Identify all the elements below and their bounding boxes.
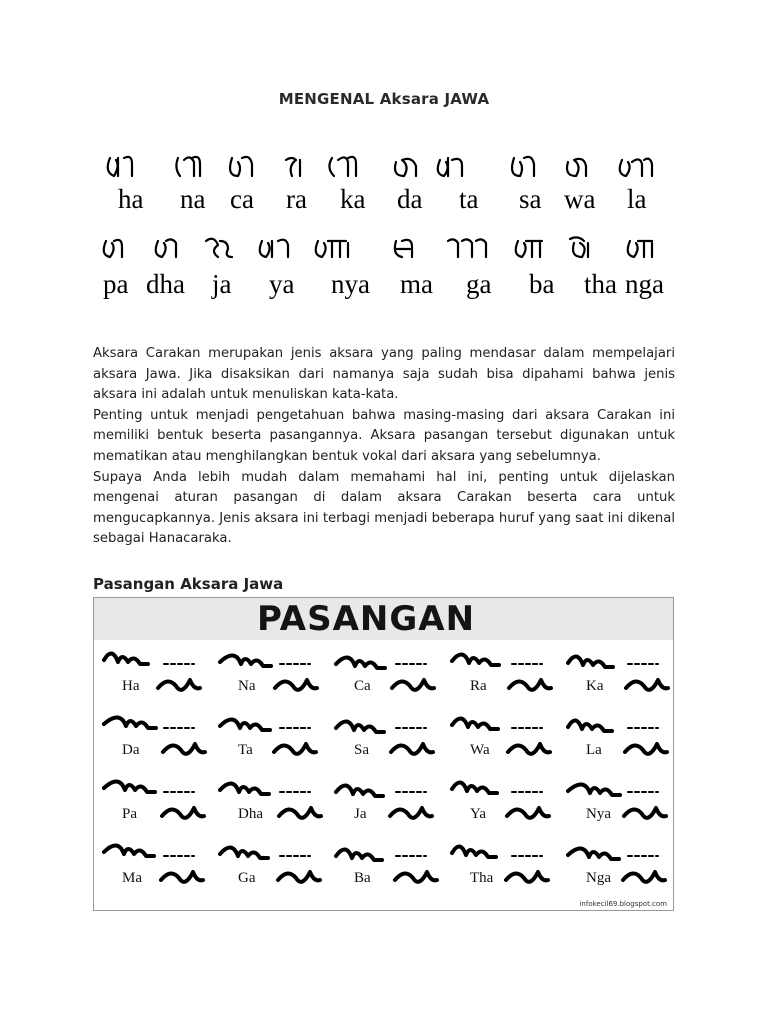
syllable: ja — [212, 269, 232, 299]
syllable: ma — [400, 269, 433, 299]
syllable: la — [627, 184, 647, 214]
aksara-glyph — [104, 240, 122, 257]
aksara-glyph-row-1 — [100, 148, 680, 188]
pasangan-cell — [562, 644, 674, 706]
pasangan-label: Ca — [354, 678, 371, 694]
pasangan-label: Dha — [238, 806, 263, 822]
pasangan-glyph — [330, 644, 446, 706]
body-text — [93, 344, 675, 550]
latin-row-2 — [0, 269, 768, 303]
pasangan-glyph — [562, 644, 674, 706]
syllable: ta — [459, 184, 479, 214]
aksara-glyph — [156, 239, 176, 257]
syllable: ba — [529, 269, 555, 299]
aksara-glyphs-ha-la — [100, 148, 680, 188]
paragraph-2: Penting untuk menjadi pengetahuan bahwa masing-masing dari aksara Carakan ini memiliki bentuk beserta pasangannya. Aksara pasangan tersebut digunakan untuk mematikan atau menghilangkan bentuk vokal dari aksara yang sebelumnya. — [93, 407, 675, 464]
pasangan-cell — [98, 772, 214, 834]
pasangan-glyph — [98, 644, 214, 706]
pasangan-glyph — [98, 708, 214, 770]
syllable: ya — [269, 269, 295, 299]
pasangan-header-text: PASANGAN — [257, 599, 476, 639]
pasangan-glyph — [446, 772, 562, 834]
paragraph-1: Aksara Carakan merupakan jenis aksara yang paling mendasar dalam mempelajari aksara Jawa. Jika disaksikan dari namanya saja sudah bisa dipahami bahwa jenis aksara ini adalah untuk menuliskan kata-kata. — [93, 346, 675, 403]
aksara-glyphs-pa-nga — [100, 229, 680, 269]
syllable: ka — [340, 184, 366, 214]
pasangan-cell — [98, 708, 214, 770]
pasangan-cell — [330, 772, 446, 834]
pasangan-glyph — [214, 708, 330, 770]
pasangan-cell — [214, 836, 330, 898]
pasangan-glyph — [446, 708, 562, 770]
pasangan-cell — [98, 644, 214, 706]
pasangan-glyph — [214, 772, 330, 834]
document-title: MENGENAL Aksara JAWA — [278, 90, 490, 108]
aksara-glyph — [176, 157, 200, 176]
aksara-glyph — [628, 241, 652, 257]
aksara-glyph — [395, 240, 412, 257]
paragraph-3: Supaya Anda lebih mudah dalam memahami hal ini, penting untuk dijelaskan mengenai aturan pasangan di dalam aksara Carakan beserta cara untuk mengucapkannya. Jenis aksara ini terbagi menjadi beberapa huruf yang saat ini dikenal sebagai Hanacaraka. — [93, 469, 675, 547]
pasangan-cell — [330, 836, 446, 898]
aksara-glyph — [438, 158, 462, 176]
pasangan-label: Da — [122, 742, 140, 758]
pasangan-glyph — [446, 644, 562, 706]
pasangan-label: Nya — [586, 806, 611, 822]
syllable: da — [397, 184, 423, 214]
aksara-glyph — [512, 157, 534, 176]
pasangan-grid — [94, 644, 673, 906]
image-credit: infokecil69.blogspot.com — [579, 900, 667, 908]
pasangan-label: Ta — [238, 742, 253, 758]
pasangan-cell — [446, 836, 562, 898]
syllable: pa — [103, 269, 129, 299]
pasangan-cell — [214, 772, 330, 834]
pasangan-glyph — [214, 644, 330, 706]
pasangan-glyph — [330, 836, 446, 898]
aksara-glyph — [620, 159, 652, 176]
pasangan-label: Ha — [122, 678, 140, 694]
latin-row-1 — [0, 184, 768, 218]
pasangan-cell — [562, 708, 674, 770]
pasangan-cell — [446, 708, 562, 770]
pasangan-cell — [214, 644, 330, 706]
pasangan-header — [94, 598, 673, 640]
pasangan-glyph — [214, 836, 330, 898]
section-heading: Pasangan Aksara Jawa — [93, 575, 284, 593]
pasangan-label: Nga — [586, 870, 611, 886]
pasangan-cell — [214, 708, 330, 770]
pasangan-glyph — [562, 772, 674, 834]
aksara-glyph — [206, 239, 232, 257]
aksara-glyph — [329, 157, 356, 176]
pasangan-glyph — [562, 836, 674, 898]
syllable: ca — [230, 184, 254, 214]
syllable: na — [180, 184, 206, 214]
syllable: ha — [118, 184, 144, 214]
aksara-glyph — [260, 240, 288, 257]
pasangan-glyph — [562, 708, 674, 770]
pasangan-glyph — [446, 836, 562, 898]
pasangan-cell — [562, 772, 674, 834]
syllable: ga — [466, 269, 492, 299]
aksara-glyph — [516, 241, 542, 257]
pasangan-image — [93, 597, 674, 911]
aksara-glyph — [316, 241, 348, 257]
pasangan-label: Ra — [470, 678, 487, 694]
pasangan-label: Sa — [354, 742, 369, 758]
pasangan-label: Ka — [586, 678, 604, 694]
pasangan-glyph — [330, 772, 446, 834]
aksara-glyph — [570, 237, 588, 257]
pasangan-label: Ja — [354, 806, 367, 822]
aksara-glyph — [230, 157, 252, 176]
syllable: dha — [146, 269, 185, 299]
aksara-glyph-row-2 — [100, 229, 680, 269]
pasangan-glyph — [330, 708, 446, 770]
pasangan-label: Pa — [122, 806, 137, 822]
pasangan-label: Tha — [470, 870, 494, 886]
syllable: sa — [519, 184, 542, 214]
syllable: wa — [564, 184, 596, 214]
aksara-glyph — [395, 159, 416, 176]
aksara-glyph — [286, 158, 300, 176]
pasangan-label: La — [586, 742, 602, 758]
pasangan-cell — [446, 644, 562, 706]
syllable: nga — [625, 269, 664, 299]
syllable: tha — [584, 269, 617, 299]
pasangan-cell — [98, 836, 214, 898]
pasangan-label: Ga — [238, 870, 256, 886]
pasangan-cell — [330, 708, 446, 770]
aksara-glyph — [448, 239, 486, 257]
pasangan-cell — [330, 644, 446, 706]
pasangan-label: Ya — [470, 806, 486, 822]
pasangan-cell — [446, 772, 562, 834]
pasangan-cell — [562, 836, 674, 898]
pasangan-label: Ma — [122, 870, 142, 886]
syllable: nya — [331, 269, 370, 299]
syllable: ra — [286, 184, 307, 214]
aksara-glyph — [108, 157, 132, 176]
pasangan-label: Ba — [354, 870, 371, 886]
aksara-glyph — [567, 159, 586, 176]
pasangan-label: Wa — [470, 742, 490, 758]
pasangan-glyph — [98, 772, 214, 834]
pasangan-glyph — [98, 836, 214, 898]
pasangan-label: Na — [238, 678, 256, 694]
